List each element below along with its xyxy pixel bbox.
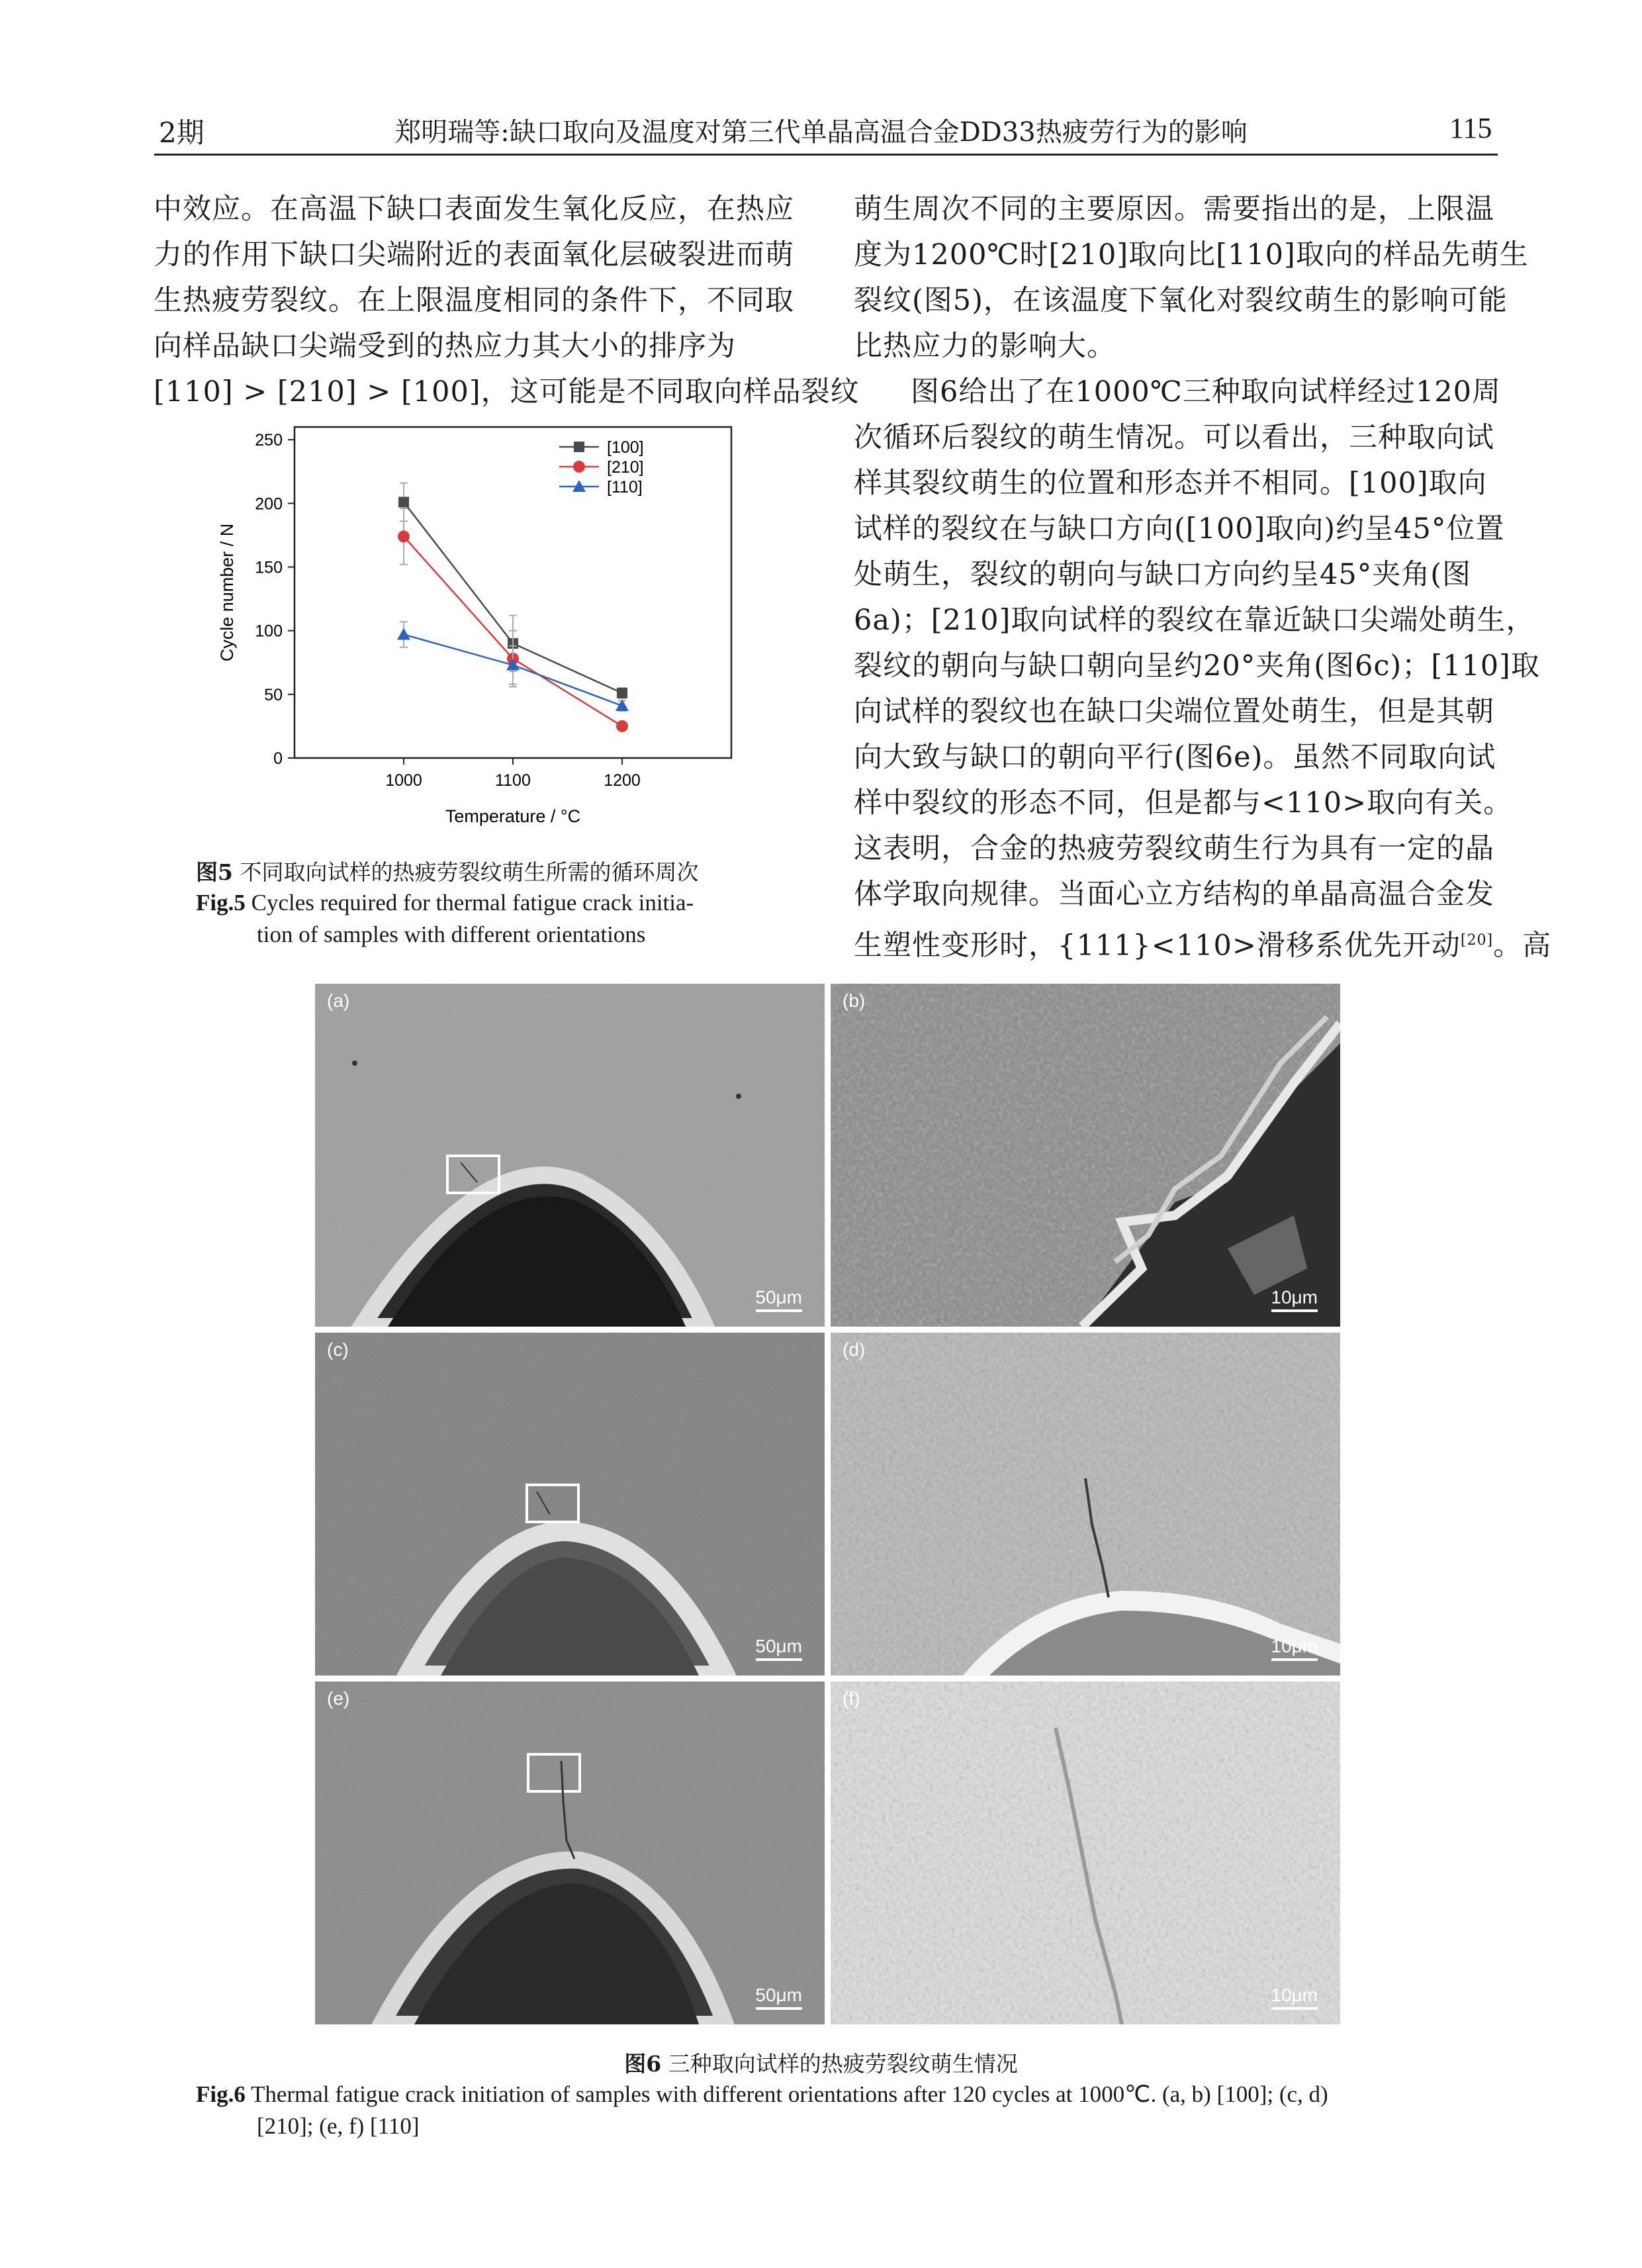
fig6-caption-zh-text: 三种取向试样的热疲劳裂纹萌生情况 [668, 2051, 1018, 2077]
fig6-caption-en [196, 2079, 1493, 2110]
panel-label: (b) [843, 990, 866, 1011]
text-line: 次循环后裂纹的萌生情况。可以看出，三种取向试 [854, 421, 1494, 454]
text-line: 萌生周次不同的主要原因。需要指出的是，上限温 [854, 193, 1494, 226]
x-tick-label: 1000 [385, 771, 422, 790]
header-rule [154, 154, 1498, 156]
fig5-caption-en-line: tion of samples with different orientations [257, 921, 646, 947]
fig5-caption-en-line: Cycles required for thermal fatigue crack initia- [251, 890, 694, 916]
fig6-panel-e [315, 1681, 825, 2024]
plot-frame [295, 427, 731, 758]
data-point [398, 496, 409, 507]
panel-label: (c) [327, 1339, 349, 1360]
text-line: 样中裂纹的形态不同，但是都与<110>取向有关。 [854, 786, 1513, 820]
text-line: 生塑性变形时，{111}<110>滑移系优先开动[20]。高 [854, 929, 1552, 963]
data-point [617, 688, 627, 698]
text-line: 试样的裂纹在与缺口方向([100]取向)约呈45°位置 [854, 512, 1505, 545]
text-line: 生热疲劳裂纹。在上限温度相同的条件下，不同取 [154, 284, 794, 317]
text-line: 向试样的裂纹也在缺口尖端位置处萌生，但是其朝 [854, 695, 1494, 728]
data-point [397, 628, 410, 639]
y-tick-label: 0 [273, 749, 283, 768]
text-line: 力的作用下缺口尖端附近的表面氧化层破裂进而萌 [154, 238, 794, 271]
data-point [616, 699, 629, 711]
right-column-text [854, 187, 1552, 969]
fig6-panel-a [315, 984, 825, 1327]
text-line: 裂纹的朝向与缺口朝向呈约20°夹角(图6c)；[110]取 [854, 649, 1540, 683]
fig6-panel-f [831, 1681, 1340, 2024]
fig6-panel-d [831, 1333, 1340, 1676]
fig6-caption-en-line: [210]; (e, f) [110] [257, 2113, 420, 2139]
fig5-caption-en [196, 887, 752, 951]
text-line: 体学取向规律。当面心立方结构的单晶高温合金发 [854, 878, 1494, 911]
citation: [20] [1460, 932, 1494, 949]
text-line: 向样品缺口尖端受到的热应力其大小的排序为 [154, 330, 736, 363]
panel-label: (d) [843, 1339, 866, 1360]
fig5-caption-zh-text: 不同取向试样的热疲劳裂纹萌生所需的循环周次 [240, 859, 699, 885]
text-line: 这表明，合金的热疲劳裂纹萌生行为具有一定的晶 [854, 832, 1494, 865]
legend-marker [574, 442, 584, 452]
y-tick-label: 200 [255, 495, 283, 514]
scale-bar: 10μm [1271, 1985, 1318, 2010]
fig6-panel-b [831, 984, 1340, 1327]
x-axis-label: Temperature / °C [445, 806, 581, 826]
scale-bar: 50μm [755, 1985, 802, 2010]
panel-label: (e) [327, 1688, 350, 1709]
legend-label: [110] [607, 478, 643, 496]
legend-marker [573, 461, 585, 473]
running-title: 郑明瑞等:缺口取向及温度对第三代单晶高温合金DD33热疲劳行为的影响 [394, 117, 1248, 148]
text-line: 度为1200℃时[210]取向比[110]取向的样品先萌生 [854, 238, 1529, 271]
scale-bar: 10μm [1271, 1636, 1318, 1661]
x-tick-label: 1100 [495, 771, 531, 790]
fig6-caption-zh [0, 2047, 1642, 2078]
text-line: 向大致与缺口的朝向平行(图6e)。虽然不同取向试 [854, 741, 1496, 774]
text-line: 图6给出了在1000℃三种取向试样经过120周 [911, 375, 1501, 408]
fig6-caption-en-line: Thermal fatigue crack initiation of samples with different orientations after 120 cycles at 1000℃. (a, b) [100]; (c, d) [250, 2081, 1328, 2107]
y-tick-label: 250 [255, 431, 283, 450]
data-point [616, 720, 628, 732]
text-line: 处萌生，裂纹的朝向与缺口方向约呈45°夹角(图 [854, 558, 1471, 591]
text-line: 中效应。在高温下缺口表面发生氧化反应，在热应 [154, 193, 794, 226]
left-column-text [154, 187, 860, 415]
fig6-label-zh: 图6 [624, 2051, 662, 2077]
scale-bar: 50μm [755, 1287, 802, 1312]
y-tick-label: 50 [264, 685, 283, 704]
issue-number: 2期 [159, 117, 205, 149]
panel-label: (f) [843, 1688, 860, 1709]
text-line: [110] > [210] > [100]，这可能是不同取向样品裂纹 [154, 375, 860, 408]
fig5-label-en: Fig.5 [196, 890, 246, 916]
legend-label: [100] [607, 438, 644, 457]
text-line: 裂纹(图5)，在该温度下氧化对裂纹萌生的影响可能 [854, 284, 1508, 317]
legend-label: [210] [607, 458, 644, 477]
fig6-panel-c [315, 1333, 825, 1676]
x-tick-label: 1200 [604, 771, 641, 790]
y-tick-label: 100 [255, 622, 283, 641]
data-point [398, 530, 410, 542]
panel-label: (a) [327, 990, 350, 1011]
fig6-label-en: Fig.6 [196, 2081, 246, 2107]
fig5-label-zh: 图5 [196, 859, 233, 885]
scale-bar: 10μm [1271, 1287, 1318, 1312]
text-line: 样其裂纹萌生的位置和形态并不相同。[100]取向 [854, 467, 1487, 500]
text-line: 比热应力的影响大。 [854, 330, 1116, 363]
y-tick-label: 150 [255, 558, 283, 577]
fig5-caption-zh [196, 855, 698, 886]
page-number: 115 [1449, 112, 1492, 144]
scale-bar: 50μm [755, 1636, 802, 1661]
fig5-chart [205, 417, 748, 827]
y-axis-label: Cycle number / N [217, 523, 237, 662]
text-line: 6a)；[210]取向试样的裂纹在靠近缺口尖端处萌生， [854, 604, 1535, 637]
